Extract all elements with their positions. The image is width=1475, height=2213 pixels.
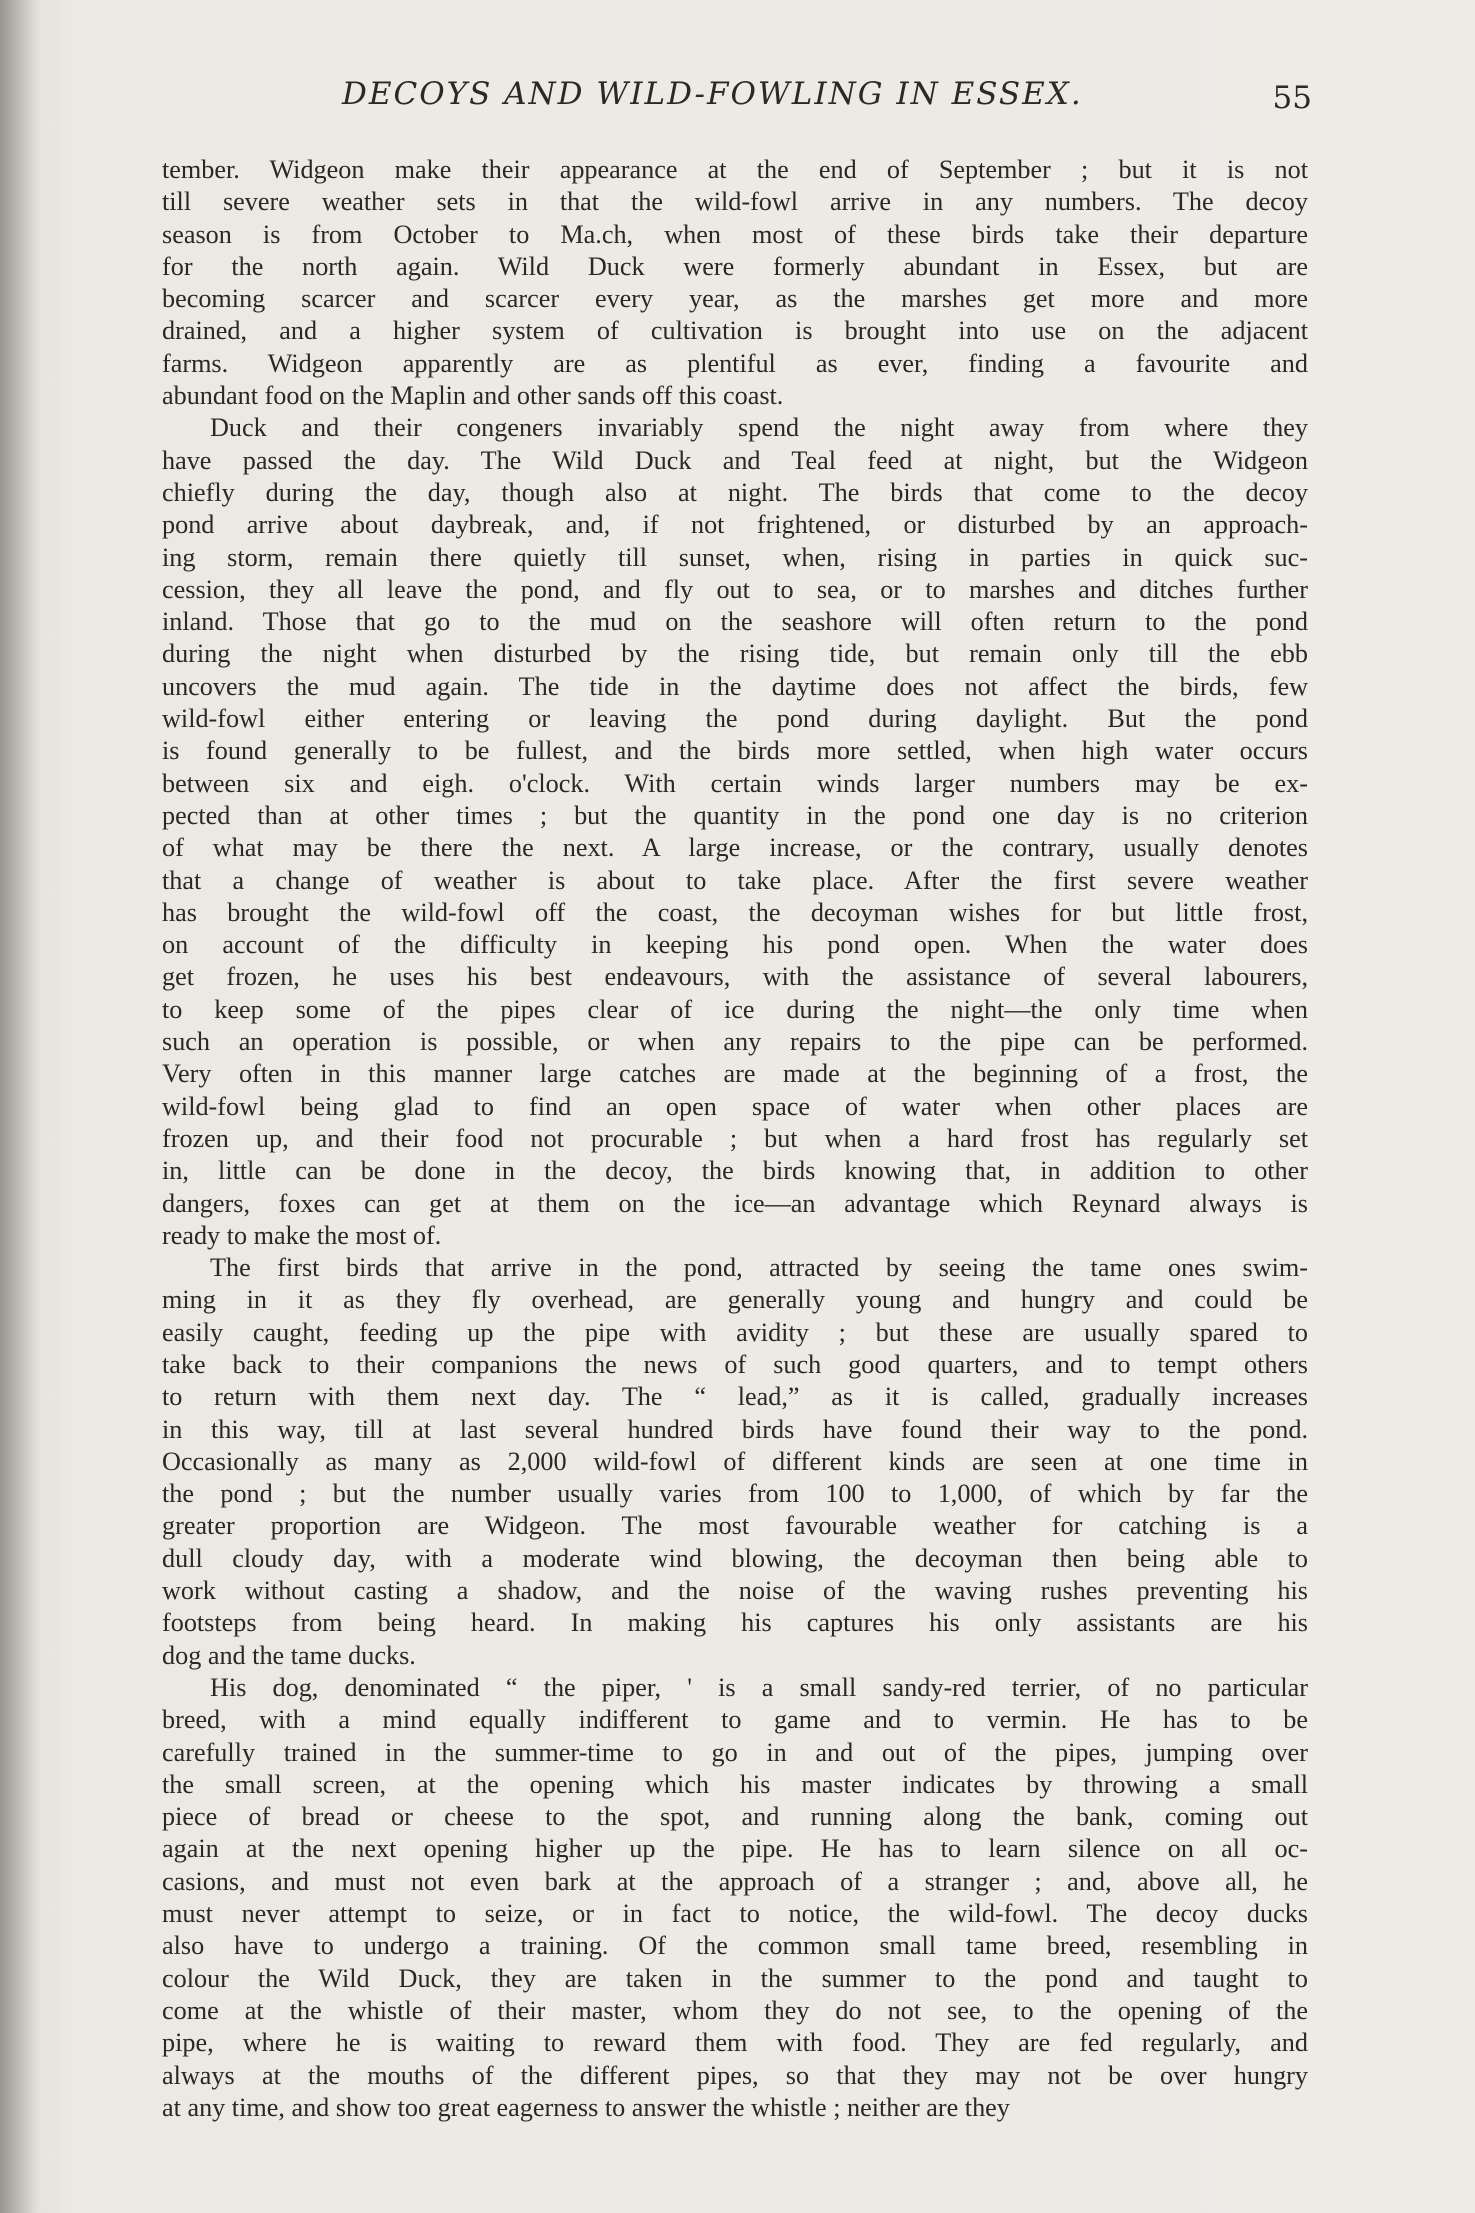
text-line: piece of bread or cheese to the spot, and running along the bank, coming out: [162, 1802, 1308, 1832]
text-line: cession, they all leave the pond, and fly out to sea, or to marshes and ditches further: [162, 574, 1308, 604]
text-line: footsteps from being heard. In making his captures his only assistants are his: [162, 1608, 1308, 1638]
text-line: has brought the wild-fowl off the coast, the decoyman wishes for but little frost,: [162, 897, 1308, 927]
paragraph: [162, 412, 1308, 1252]
text-line: pected than at other times ; but the quantity in the pond one day is no criterion: [162, 800, 1308, 830]
text-line: the pond ; but the number usually varies from 100 to 1,000, of which by far the: [162, 1479, 1308, 1509]
text-line: uncovers the mud again. The tide in the daytime does not affect the birds, few: [162, 671, 1308, 701]
text-line: at any time, and show too great eagerness to answer the whistle ; neither are they: [162, 2092, 1010, 2122]
text-line: chiefly during the day, though also at night. The birds that come to the decoy: [162, 477, 1308, 507]
text-line: must never attempt to seize, or in fact to notice, the wild-fowl. The decoy ducks: [162, 1899, 1308, 1929]
body-text: [162, 154, 1308, 2124]
text-line: get frozen, he uses his best endeavours, with the assistance of several labourers,: [162, 962, 1308, 992]
text-line: between six and eigh. o'clock. With certain winds larger numbers may be ex-: [162, 768, 1308, 798]
text-line: have passed the day. The Wild Duck and Teal feed at night, but the Widgeon: [162, 445, 1308, 475]
text-line: dangers, foxes can get at them on the ice—an advantage which Reynard always is: [162, 1188, 1308, 1218]
text-line: His dog, denominated “ the piper, ' is a small sandy-red terrier, of no particular: [210, 1672, 1308, 1702]
text-line: for the north again. Wild Duck were formerly abundant in Essex, but are: [162, 251, 1308, 281]
text-line: wild-fowl either entering or leaving the pond during daylight. But the pond: [162, 704, 1308, 734]
text-line: frozen up, and their food not procurable ; but when a hard frost has regularly set: [162, 1123, 1308, 1153]
paragraph: [162, 1672, 1308, 2124]
running-title: DECOYS AND WILD-FOWLING IN ESSEX.: [342, 76, 1083, 112]
text-line: Very often in this manner large catches are made at the beginning of a frost, the: [162, 1059, 1308, 1089]
text-line: pond arrive about daybreak, and, if not frightened, or disturbed by an approach-: [162, 510, 1308, 540]
text-line: farms. Widgeon apparently are as plentiful as ever, finding a favourite and: [162, 348, 1308, 378]
text-line: season is from October to Ma.ch, when most of these birds take their departure: [162, 219, 1308, 249]
text-line: dog and the tame ducks.: [162, 1640, 416, 1670]
text-line: during the night when disturbed by the rising tide, but remain only till the ebb: [162, 639, 1308, 669]
text-line: work without casting a shadow, and the noise of the waving rushes preventing his: [162, 1576, 1308, 1606]
text-line: drained, and a higher system of cultivation is brought into use on the adjacent: [162, 316, 1308, 346]
text-line: also have to undergo a training. Of the common small tame breed, resembling in: [162, 1931, 1308, 1961]
paragraph: [162, 1252, 1308, 1672]
text-line: ing storm, remain there quietly till sunset, when, rising in parties in quick suc-: [162, 542, 1308, 572]
text-line: take back to their companions the news of such good quarters, and to tempt others: [162, 1349, 1308, 1379]
text-line: greater proportion are Widgeon. The most favourable weather for catching is a: [162, 1511, 1308, 1541]
text-line: come at the whistle of their master, whom they do not see, to the opening of the: [162, 1995, 1308, 2025]
text-line: in, little can be done in the decoy, the birds knowing that, in addition to other: [162, 1156, 1308, 1186]
binding-gutter-shadow: [0, 0, 40, 2213]
text-line: wild-fowl being glad to find an open space of water when other places are: [162, 1091, 1308, 1121]
text-line: abundant food on the Maplin and other sands off this coast.: [162, 381, 784, 411]
page-number: 55: [1272, 80, 1312, 116]
text-line: The first birds that arrive in the pond, attracted by seeing the tame ones swim-: [210, 1253, 1308, 1283]
text-line: pipe, where he is waiting to reward them with food. They are fed regularly, and: [162, 2028, 1308, 2058]
text-line: easily caught, feeding up the pipe with avidity ; but these are usually spared to: [162, 1317, 1308, 1347]
text-line: till severe weather sets in that the wild-fowl arrive in any numbers. The decoy: [162, 187, 1308, 217]
text-line: that a change of weather is about to take place. After the first severe weather: [162, 865, 1308, 895]
text-line: ming in it as they fly overhead, are generally young and hungry and could be: [162, 1285, 1308, 1315]
paragraph: [162, 154, 1308, 412]
text-line: breed, with a mind equally indifferent to game and to vermin. He has to be: [162, 1705, 1308, 1735]
text-line: of what may be there the next. A large increase, or the contrary, usually denotes: [162, 833, 1308, 863]
text-line: casions, and must not even bark at the approach of a stranger ; and, above all, he: [162, 1866, 1308, 1896]
text-line: inland. Those that go to the mud on the seashore will often return to the pond: [162, 607, 1308, 637]
text-line: Occasionally as many as 2,000 wild-fowl of different kinds are seen at one time in: [162, 1446, 1308, 1476]
text-line: is found generally to be fullest, and the birds more settled, when high water occurs: [162, 736, 1308, 766]
text-line: colour the Wild Duck, they are taken in the summer to the pond and taught to: [162, 1963, 1308, 1993]
running-head: [162, 76, 1312, 126]
text-line: becoming scarcer and scarcer every year, as the marshes get more and more: [162, 284, 1308, 314]
text-line: dull cloudy day, with a moderate wind blowing, the decoyman then being able to: [162, 1543, 1308, 1573]
text-line: always at the mouths of the different pipes, so that they may not be over hungry: [162, 2060, 1308, 2090]
text-line: in this way, till at last several hundred birds have found their way to the pond.: [162, 1414, 1308, 1444]
text-line: on account of the difficulty in keeping his pond open. When the water does: [162, 930, 1308, 960]
text-line: tember. Widgeon make their appearance at the end of September ; but it is not: [162, 155, 1308, 184]
text-line: to return with them next day. The “ lead,” as it is called, gradually increases: [162, 1382, 1308, 1412]
text-line: the small screen, at the opening which his master indicates by throwing a small: [162, 1769, 1308, 1799]
text-line: carefully trained in the summer-time to go in and out of the pipes, jumping over: [162, 1737, 1308, 1767]
text-line: Duck and their congeners invariably spend the night away from where they: [210, 413, 1308, 443]
text-line: again at the next opening higher up the pipe. He has to learn silence on all oc-: [162, 1834, 1308, 1864]
text-line: to keep some of the pipes clear of ice during the night—the only time when: [162, 994, 1308, 1024]
text-line: such an operation is possible, or when any repairs to the pipe can be performed.: [162, 1027, 1308, 1057]
text-line: ready to make the most of.: [162, 1220, 442, 1250]
